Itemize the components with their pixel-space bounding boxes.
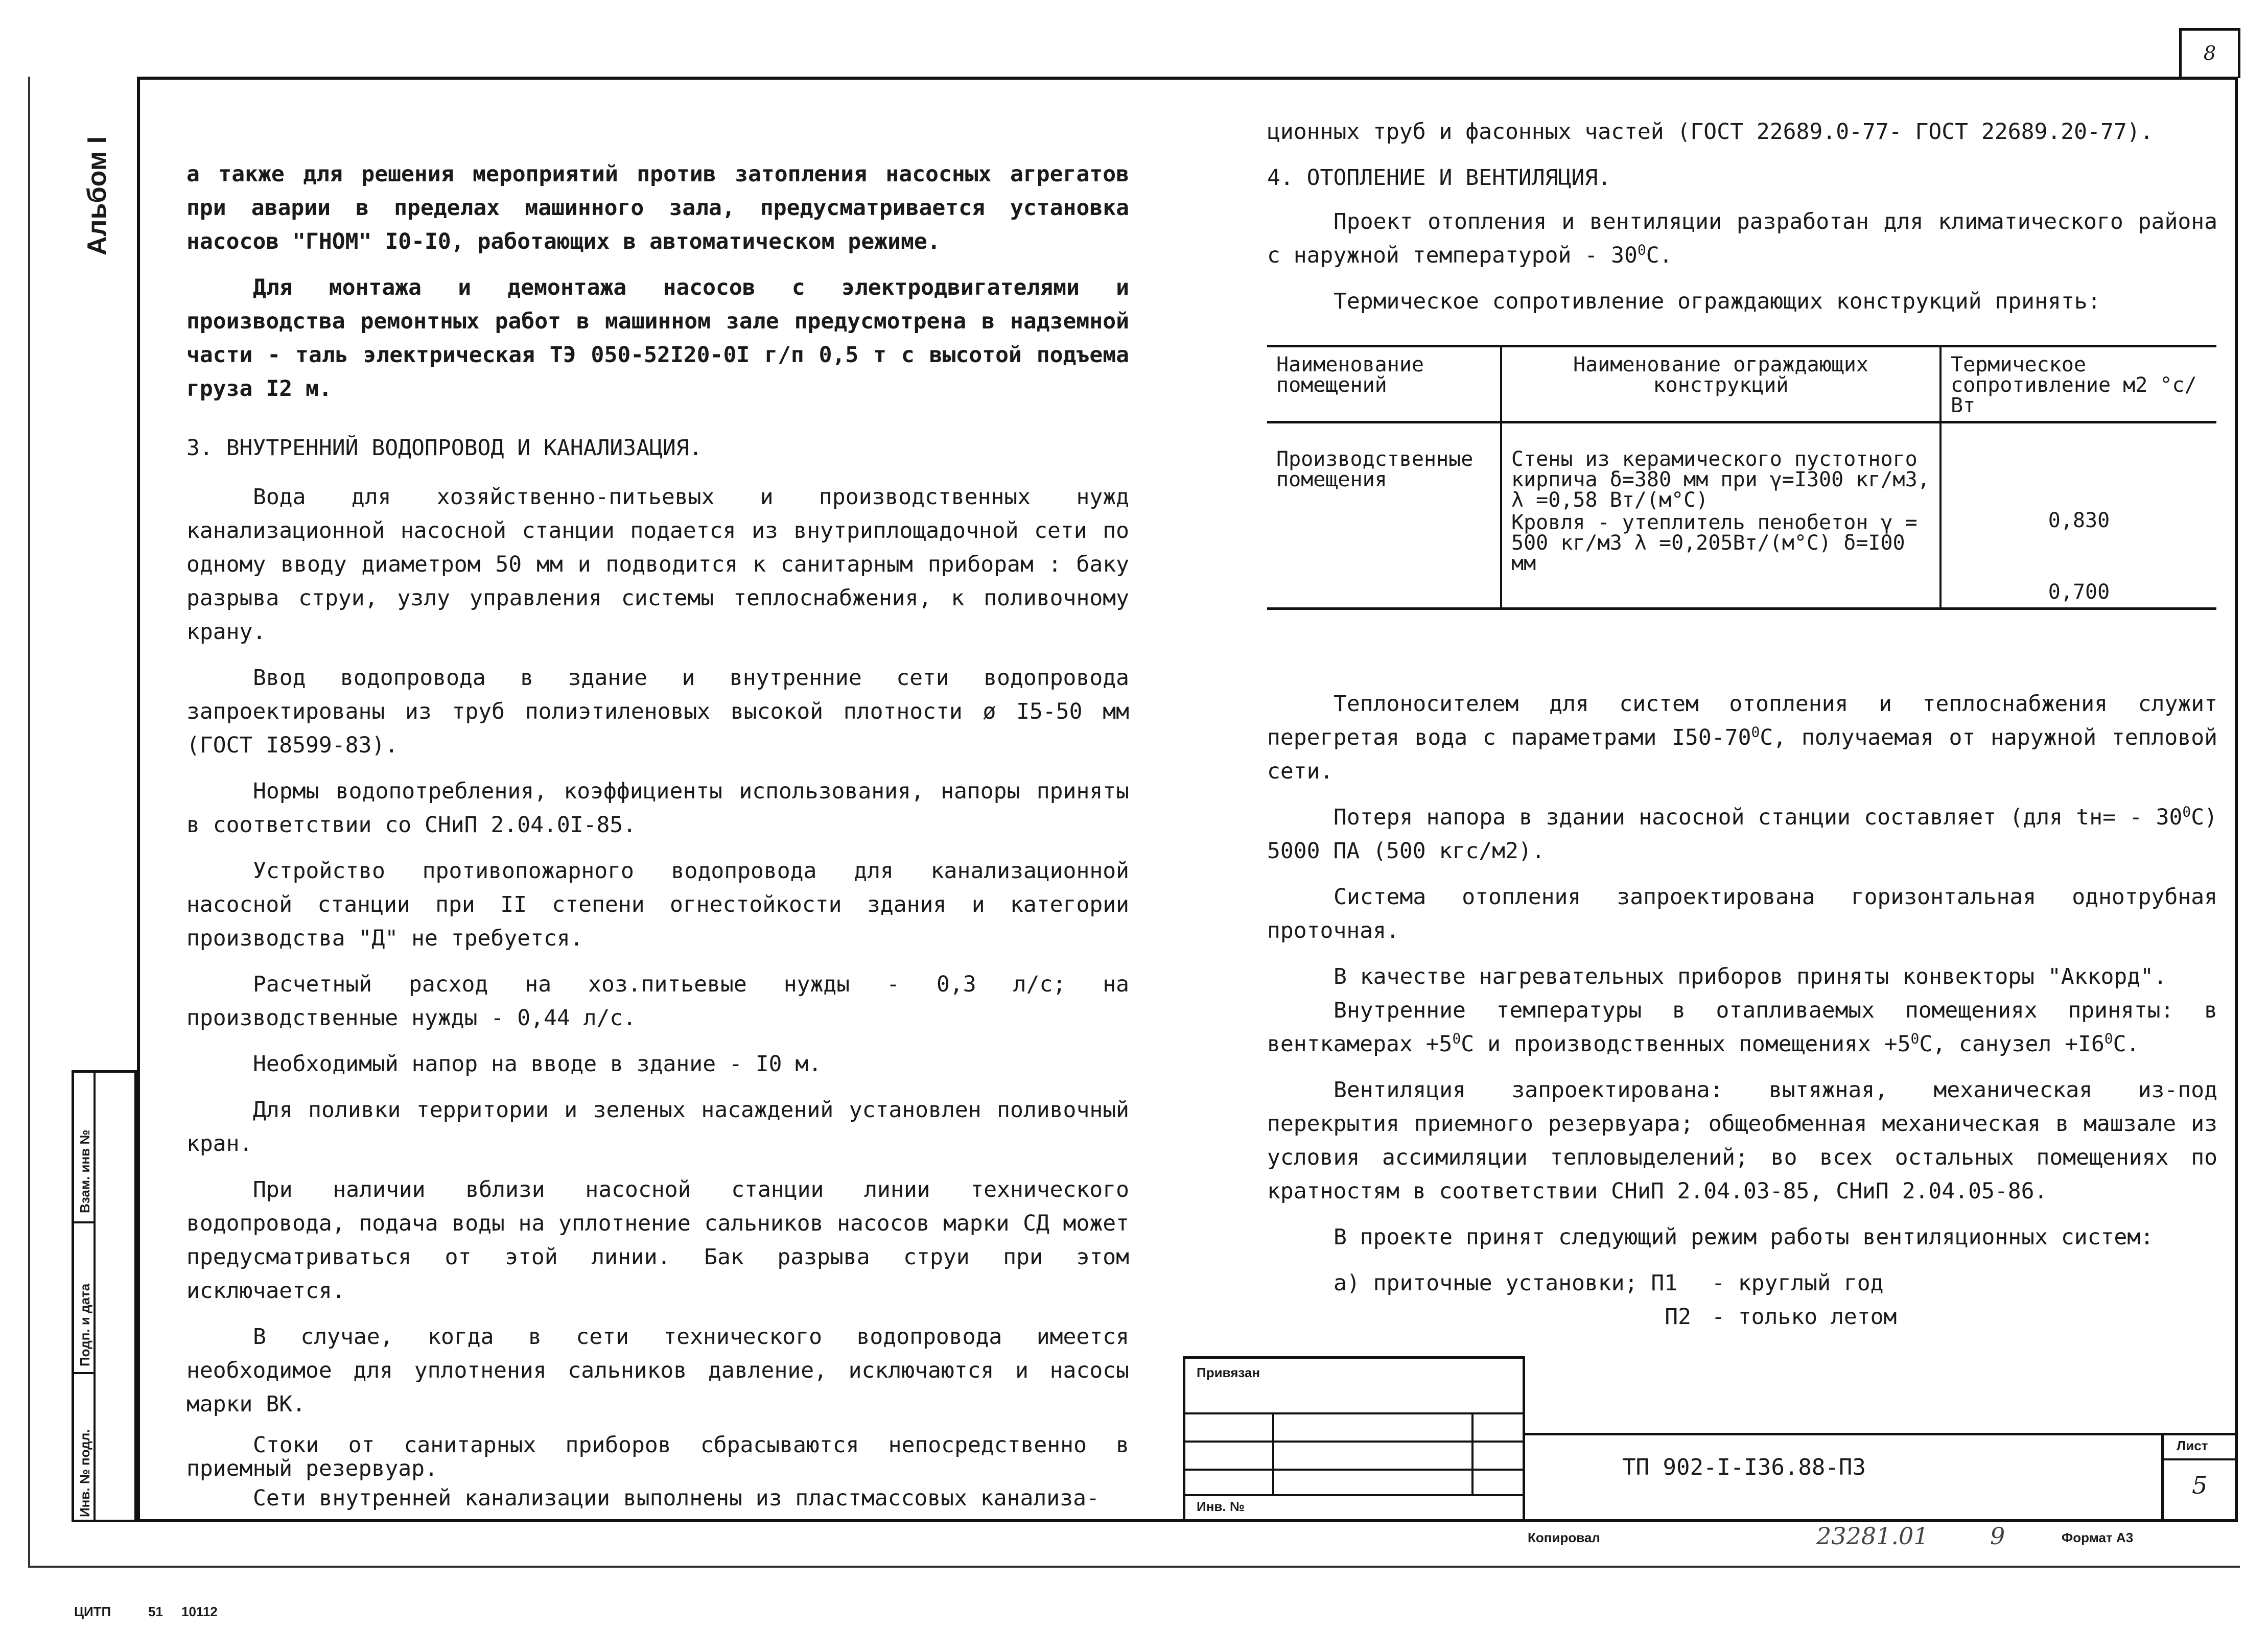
stamp-label-vzam: Взам. инв № [77, 1129, 92, 1213]
mode-list [1267, 1266, 2217, 1334]
mode-row: П2 - только летом [1665, 1304, 1897, 1330]
paragraph: В качестве нагревательных приборов приняты конвекторы "Аккорд". [1334, 964, 2167, 989]
sheet-number: 5 [2192, 1471, 2208, 1500]
left-text-column [186, 157, 1129, 1527]
mode-row: а) приточные установки; П1 - круглый год [1334, 1270, 1884, 1296]
stamp-column [72, 1070, 137, 1522]
paragraph: Расчетный расход на хоз.питьевые нужды - 0,3 л/с; на производственные нужды - 0,44 л/с. [186, 972, 1129, 1031]
table-cell [1501, 422, 1940, 609]
paragraph: ционных труб и фасонных частей (ГОСТ 22689.0-77- ГОСТ 22689.20-77). [1267, 119, 2154, 145]
stamp-label-inv: Инв. № подл. [77, 1429, 92, 1517]
paragraph: Стоки от санитарных приборов сбрасываются непосредственно в приемный резервуар. [186, 1432, 1129, 1481]
format-label: Формат А3 [2062, 1530, 2134, 1545]
paragraph: Нормы водопотребления, коэффициенты использования, напоры приняты в соответствии со СНиП 2.04.0I-85. [186, 778, 1129, 838]
paragraph: Система отопления запроектирована горизонтальная однотрубная проточная. [1267, 884, 2217, 943]
roof-construction: Кровля - утеплитель пенобетон γ = 500 кг/м3 λ =0,205Вт/(м°С) δ=I00 мм [1511, 511, 1918, 575]
paragraph: Вода для хозяйственно-питьевых и производственных нужд канализационной насосной станции подается из внутриплощадочной сети по одному вводу диаметром 50 мм и подводится к санитарным приборам : баку разрыва струи, узлу управления системы теплоснабжения, к поливочному крану. [186, 484, 1129, 645]
paragraph: Сети внутренней канализации выполнены из пластмассовых канализа- [253, 1485, 1100, 1511]
inv-label: Инв. № [1197, 1499, 1245, 1514]
paragraph: В проекте принят следующий режим работы вентиляционных систем: [1334, 1224, 2154, 1250]
document-code: ТП 902-I-I36.88-ПЗ [1622, 1454, 1866, 1480]
paragraph: Ввод водопровода в здание и внутренние сети водопровода запроектированы из труб полиэтиленовых высокой плотности ø I5-50 мм (ГОСТ I8599-83). [186, 665, 1129, 758]
stamp-label-podp: Подп. и дата [77, 1283, 92, 1366]
paragraph: Устройство противопожарного водопровода для канализационной насосной станции при II степени огнестойкости здания и категории производства "Д" не требуется. [186, 858, 1129, 951]
table-header: Наименование ограждающих конструкций [1501, 346, 1940, 422]
table-header: Наименование помещений [1267, 346, 1501, 422]
value-wall: 0,830 [2048, 509, 2110, 532]
table-row [1267, 422, 2216, 609]
privyazan-box [1183, 1356, 1525, 1522]
title-block [1183, 1356, 2238, 1522]
order-number: 23281.01 [1816, 1522, 1929, 1550]
section-heading-3: 3. ВНУТРЕННИЙ ВОДОПРОВОД И КАНАЛИЗАЦИЯ. [186, 435, 703, 461]
value-roof: 0,700 [2048, 580, 2110, 604]
table-cell [1940, 422, 2216, 609]
table-header: Термическое сопротивление м2 °с/Вт [1940, 346, 2216, 422]
table-header-row [1267, 346, 2216, 422]
sheet-corner-number: 8 [2179, 28, 2240, 78]
list-label: Лист [2177, 1438, 2208, 1453]
thermal-resistance-table [1267, 345, 2216, 610]
paragraph: При наличии вблизи насосной станции линии технического водопровода, подача воды на уплотнение сальников насосов марки СД может предусматриваться от этой линии. Бак разрыва струи при этом исключается. [186, 1177, 1129, 1304]
footer-citp: ЦИТП [74, 1604, 111, 1619]
kopiroval-label: Копировал [1528, 1530, 1600, 1545]
paragraph: Необходимый напор на вводе в здание - I0 м. [253, 1051, 822, 1077]
paragraph: Вентиляция запроектирована: вытяжная, механическая из-под перекрытия приемного резервуара; общеобменная механическая в машзале из условия ассимиляции тепловыделений; во всех остальных помещениях по кратностям в соответствии СНиП 2.04.03-85, СНиП 2.04.05-86. [1267, 1077, 2217, 1204]
paragraph: Потеря напора в здании насосной станции составляет (для $tн= - 30^0С$) 5000 ПА (500 кгс/м2). [1267, 803, 2217, 864]
section-heading-4: 4. ОТОПЛЕНИЕ И ВЕНТИЛЯЦИЯ. [1267, 165, 1611, 191]
album-label: Альбом I [82, 136, 112, 255]
copy-mark: 9 [1990, 1522, 2005, 1550]
paragraph: Проект отопления и вентиляции разработан для климатического района с наружной температурой - $30^0С$. [1267, 209, 2217, 268]
paragraph: Теплоносителем для систем отопления и теплоснабжения служит перегретая вода с параметрами $I50-70^0С$, получаемая от наружной тепловой сети. [1267, 691, 2217, 784]
paragraph: Для монтажа и демонтажа насосов с электродвигателями и производства ремонтных работ в машинном зале предусмотрена в надземной части - таль электрическая ТЭ 050-52I20-0I г/п 0,5 т с высотой подъема груза I2 м. [186, 275, 1129, 402]
right-text-column-top [1267, 115, 2217, 330]
paragraph: Термическое сопротивление ограждающих конструкций принять: [1334, 289, 2101, 314]
paragraph: Для поливки территории и зеленых насаждений установлен поливочный кран. [186, 1097, 1129, 1156]
footer-n2: 10112 [181, 1604, 218, 1619]
footer-n1: 51 [148, 1604, 163, 1619]
paragraph: а также для решения мероприятий против затопления насосных агрегатов при аварии в пределах машинного зала, предусматривается установка насосов "ГНОМ" I0-I0, работающих в автоматическом режиме. [186, 161, 1129, 254]
privyazan-label: Привязан [1197, 1365, 1260, 1380]
table-cell: Производственные помещения [1267, 422, 1501, 609]
paragraph: Внутренние температуры в отапливаемых помещениях приняты: в венткамерах $+5^0С$ и производственных помещениях $+5^0С$, санузел $+I6^0С$. [1267, 998, 2217, 1057]
paragraph: В случае, когда в сети технического водопровода имеется необходимое для уплотнения сальников давление, исключаются и насосы марки ВК. [186, 1324, 1129, 1417]
right-text-column-bottom [1267, 687, 2217, 1334]
wall-construction: Стены из керамического пустотного кирпича δ=380 мм при γ=I300 кг/м3, λ =0,58 Вт/(м°С) [1511, 447, 1930, 512]
